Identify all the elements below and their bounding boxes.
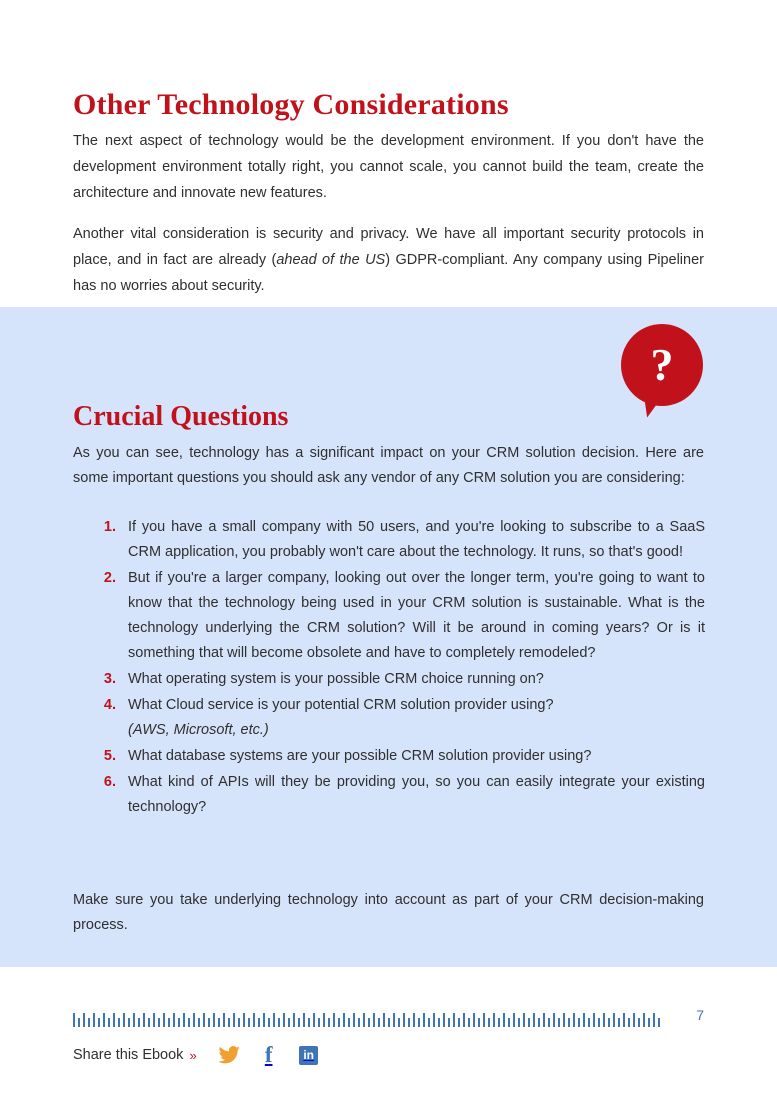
bar-tick — [133, 1013, 135, 1027]
bar-tick — [468, 1018, 470, 1027]
bar-tick — [448, 1018, 450, 1027]
bar-tick — [358, 1018, 360, 1027]
decorative-bar-rule — [73, 1007, 663, 1027]
bar-tick — [363, 1013, 365, 1027]
bar-tick — [543, 1013, 545, 1027]
bar-tick — [508, 1018, 510, 1027]
intro-paragraph-2-part2: ) GDPR-compliant. Any company using Pipeliner has no worries about security. — [73, 251, 704, 294]
bar-tick — [98, 1018, 100, 1027]
bar-tick — [388, 1018, 390, 1027]
bar-tick — [173, 1013, 175, 1027]
bar-tick — [293, 1013, 295, 1027]
bar-tick — [403, 1013, 405, 1027]
bar-tick — [538, 1018, 540, 1027]
list-item — [95, 566, 705, 666]
bar-tick — [238, 1018, 240, 1027]
bar-tick — [593, 1013, 595, 1027]
bar-tick — [493, 1013, 495, 1027]
bar-tick — [398, 1018, 400, 1027]
bar-tick — [368, 1018, 370, 1027]
intro-paragraph-1: The next aspect of technology would be the development environment. If you don't have the development environment totally right, you cannot scale, you cannot build the team, create the architecture and innovate new features. — [73, 132, 704, 201]
list-item-number: 6. — [103, 774, 116, 790]
bar-tick — [278, 1018, 280, 1027]
bar-tick — [473, 1013, 475, 1027]
bar-tick — [228, 1018, 230, 1027]
bar-tick — [373, 1013, 375, 1027]
chevron-right-icon: » — [189, 1047, 196, 1063]
bar-tick — [443, 1013, 445, 1027]
bar-tick — [498, 1018, 500, 1027]
bar-tick — [308, 1018, 310, 1027]
bar-tick — [263, 1013, 265, 1027]
social-links — [218, 1044, 320, 1066]
bar-tick — [573, 1013, 575, 1027]
bar-tick — [558, 1018, 560, 1027]
list-item — [95, 515, 705, 565]
bar-tick — [93, 1013, 95, 1027]
bar-tick — [128, 1018, 130, 1027]
bar-tick — [633, 1013, 635, 1027]
bar-tick — [298, 1018, 300, 1027]
list-item — [95, 667, 705, 692]
bar-tick — [588, 1018, 590, 1027]
bar-tick — [123, 1013, 125, 1027]
bar-tick — [163, 1013, 165, 1027]
bar-tick — [148, 1018, 150, 1027]
intro-paragraph-2-emphasis: ahead of the US — [276, 251, 386, 268]
bar-tick — [323, 1013, 325, 1027]
bar-tick — [618, 1018, 620, 1027]
bar-tick — [203, 1013, 205, 1027]
list-item-number: 1. — [103, 519, 116, 535]
bar-tick — [103, 1013, 105, 1027]
bar-tick — [268, 1018, 270, 1027]
bar-tick — [463, 1013, 465, 1027]
bar-tick — [338, 1018, 340, 1027]
crucial-questions-intro: As you can see, technology has a significant impact on your CRM solution decision. Here are some important questions you should ask any vendor of any CRM solution you are considering: — [73, 444, 704, 486]
bar-tick — [248, 1018, 250, 1027]
page-number: 7 — [696, 1007, 704, 1023]
question-mark-glyph: ? — [650, 339, 674, 390]
facebook-icon[interactable] — [258, 1044, 280, 1066]
bar-tick — [143, 1013, 145, 1027]
bar-tick — [578, 1018, 580, 1027]
bar-tick — [258, 1018, 260, 1027]
bar-tick — [158, 1018, 160, 1027]
bar-tick — [168, 1018, 170, 1027]
list-item-number: 3. — [103, 671, 116, 687]
list-item-number: 4. — [103, 697, 116, 713]
bar-tick — [413, 1013, 415, 1027]
bar-tick — [643, 1013, 645, 1027]
bar-tick — [483, 1013, 485, 1027]
bar-tick — [533, 1013, 535, 1027]
bar-tick — [233, 1013, 235, 1027]
bar-tick — [328, 1018, 330, 1027]
intro-paragraph-2 — [73, 221, 704, 299]
bar-tick — [193, 1013, 195, 1027]
bar-tick — [648, 1018, 650, 1027]
intro-paragraph-2-part1: Another vital consideration is security and privacy. We have all important security protocols in place, and in fact are already ( — [73, 225, 704, 268]
bar-tick — [553, 1013, 555, 1027]
bar-tick — [178, 1018, 180, 1027]
bar-tick — [518, 1018, 520, 1027]
bar-tick — [223, 1013, 225, 1027]
bar-tick — [288, 1018, 290, 1027]
bar-tick — [408, 1018, 410, 1027]
section-heading-crucial-questions: Crucial Questions — [73, 401, 289, 433]
bar-tick — [333, 1013, 335, 1027]
page-footer — [0, 967, 777, 1099]
list-item — [95, 744, 705, 769]
page-title: Other Technology Considerations — [73, 88, 509, 122]
linkedin-icon[interactable] — [298, 1044, 320, 1066]
bar-tick — [563, 1013, 565, 1027]
bar-tick — [83, 1013, 85, 1027]
bar-tick — [608, 1018, 610, 1027]
bar-tick — [108, 1018, 110, 1027]
bar-tick — [303, 1013, 305, 1027]
bar-tick — [343, 1013, 345, 1027]
bar-tick — [218, 1018, 220, 1027]
bar-tick — [428, 1018, 430, 1027]
bar-tick — [183, 1013, 185, 1027]
list-item-text — [128, 693, 705, 743]
bar-tick — [523, 1013, 525, 1027]
bar-tick — [628, 1018, 630, 1027]
bar-tick — [503, 1013, 505, 1027]
bar-tick — [313, 1013, 315, 1027]
bar-tick — [198, 1018, 200, 1027]
list-item — [95, 770, 705, 820]
bar-tick — [383, 1013, 385, 1027]
list-item-text-main: What Cloud service is your potential CRM solution provider using? — [128, 697, 554, 713]
bar-tick — [528, 1018, 530, 1027]
top-section — [0, 0, 777, 307]
bar-tick — [283, 1013, 285, 1027]
bar-tick — [153, 1013, 155, 1027]
bar-tick — [213, 1013, 215, 1027]
bar-tick — [418, 1018, 420, 1027]
share-row — [73, 1044, 320, 1066]
list-item-text: What database systems are your possible CRM solution provider using? — [128, 748, 592, 764]
bar-tick — [453, 1013, 455, 1027]
bar-tick — [113, 1013, 115, 1027]
bar-tick — [433, 1013, 435, 1027]
bar-tick — [348, 1018, 350, 1027]
bar-tick — [653, 1013, 655, 1027]
bar-tick — [458, 1018, 460, 1027]
bar-tick — [253, 1013, 255, 1027]
bar-tick — [603, 1013, 605, 1027]
question-bubble-icon — [621, 324, 703, 406]
facebook-glyph: f — [264, 1042, 273, 1067]
bar-tick — [378, 1018, 380, 1027]
bar-tick — [188, 1018, 190, 1027]
linkedin-glyph: in — [299, 1046, 318, 1065]
share-label: Share this Ebook — [73, 1047, 184, 1063]
bar-tick — [88, 1018, 90, 1027]
bar-tick — [638, 1018, 640, 1027]
bar-tick — [78, 1018, 80, 1027]
bar-tick — [568, 1018, 570, 1027]
bar-tick — [488, 1018, 490, 1027]
list-item-number: 5. — [103, 748, 116, 764]
list-item-number: 2. — [103, 570, 116, 586]
crucial-questions-panel — [0, 307, 777, 967]
bar-tick — [478, 1018, 480, 1027]
bar-tick — [73, 1013, 75, 1027]
bar-tick — [548, 1018, 550, 1027]
questions-list — [95, 515, 705, 821]
twitter-icon[interactable] — [218, 1044, 240, 1066]
bar-tick — [623, 1013, 625, 1027]
list-item-text: What operating system is your possible CRM choice running on? — [128, 671, 544, 687]
list-item-text: What kind of APIs will they be providing you, so you can easily integrate your existing technology? — [128, 774, 705, 815]
bar-tick — [393, 1013, 395, 1027]
bar-tick — [318, 1018, 320, 1027]
list-item — [95, 693, 705, 743]
bar-tick — [118, 1018, 120, 1027]
list-item-text: But if you're a larger company, looking out over the longer term, you're going to want to know that the technology being used in your CRM solution is sustainable. What is the technology underlying the CRM solution? Will it be around in coming years? Or is it something that will become obsolete and have to completely remodeled? — [128, 570, 705, 661]
bar-tick — [243, 1013, 245, 1027]
bar-tick — [513, 1013, 515, 1027]
list-item-text: If you have a small company with 50 users, and you're looking to subscribe to a SaaS CRM application, you probably won't care about the technology. It runs, so that's good! — [128, 519, 705, 560]
bar-tick — [598, 1018, 600, 1027]
bar-tick — [208, 1018, 210, 1027]
list-item-text-emphasis: (AWS, Microsoft, etc.) — [128, 722, 269, 738]
bar-tick — [138, 1018, 140, 1027]
bar-tick — [273, 1013, 275, 1027]
bar-tick — [423, 1013, 425, 1027]
bar-tick — [353, 1013, 355, 1027]
bar-tick — [658, 1018, 660, 1027]
closing-paragraph: Make sure you take underlying technology into account as part of your CRM decision-making process. — [73, 891, 704, 933]
bar-tick — [583, 1013, 585, 1027]
bar-tick — [613, 1013, 615, 1027]
bar-tick — [438, 1018, 440, 1027]
